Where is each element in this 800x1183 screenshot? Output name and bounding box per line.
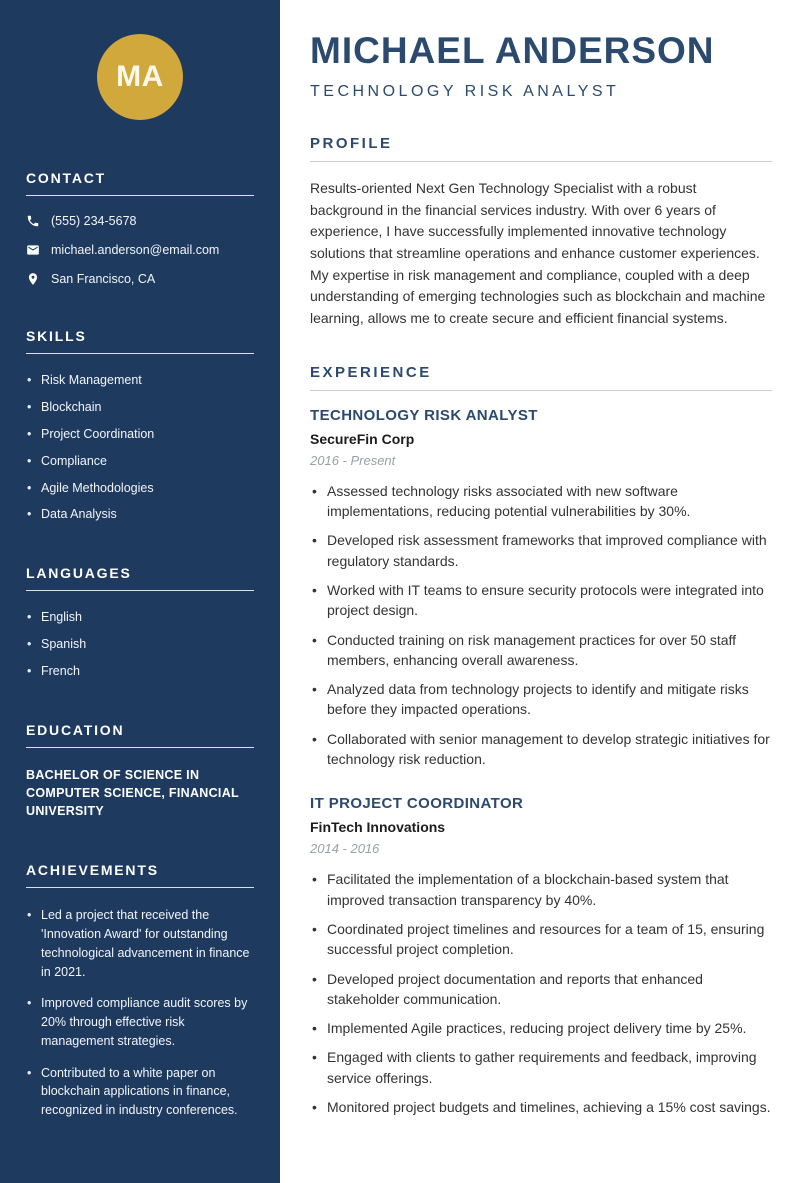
- resume-title: TECHNOLOGY RISK ANALYST: [310, 83, 620, 100]
- phone-icon: [26, 214, 40, 228]
- contact-item-phone: [26, 214, 254, 228]
- job-entry: [310, 407, 772, 770]
- achievements-heading: ACHIEVEMENTS: [26, 862, 254, 888]
- job-title: IT PROJECT COORDINATOR: [310, 795, 524, 813]
- job-bullet: • Collaborated with senior management to develop strategic initiatives for technology risk reduction.: [310, 729, 772, 770]
- job-dates: 2016 - Present: [310, 452, 396, 468]
- skill-item: • Risk Management: [26, 372, 254, 389]
- job-title: TECHNOLOGY RISK ANALYST: [310, 406, 538, 424]
- job-bullet: • Facilitated the implementation of a blockchain-based system that improved transaction transparency by 40%.: [310, 869, 772, 910]
- job-bullet: • Implemented Agile practices, reducing project delivery time by 25%.: [310, 1018, 772, 1038]
- experience-heading: EXPERIENCE: [310, 364, 772, 391]
- job-bullet-list: [310, 869, 772, 1117]
- skill-item: • Project Coordination: [26, 426, 254, 443]
- experience-section: [310, 364, 772, 1118]
- job-bullet: • Developed project documentation and reports that enhanced stakeholder communication.: [310, 969, 772, 1010]
- job-bullet: • Engaged with clients to gather requirements and feedback, improving service offerings.: [310, 1047, 772, 1088]
- skill-item: • Data Analysis: [26, 506, 254, 523]
- job-dates: 2014 - 2016: [310, 841, 380, 857]
- profile-section: [310, 135, 772, 330]
- name-heading: MICHAEL ANDERSON: [310, 30, 715, 71]
- skill-item: • Compliance: [26, 453, 254, 470]
- location-icon: [26, 272, 40, 286]
- language-item: • English: [26, 609, 254, 626]
- job-bullet: • Developed risk assessment frameworks that improved compliance with regulatory standards.: [310, 530, 772, 571]
- contact-heading: CONTACT: [26, 170, 254, 196]
- contact-section: [26, 170, 254, 286]
- job-bullet: • Coordinated project timelines and resources for a team of 15, ensuring successful project completion.: [310, 919, 772, 960]
- profile-text: Results-oriented Next Gen Technology Specialist with a robust background in the financial services industry. With over 6 years of experience, I have successfully implemented innovative technology solutions that streamline operations and enhance customer experiences. My expertise in risk management and compliance, coupled with a deep understanding of emerging technologies such as blockchain and machine learning, allows me to create secure and efficient financial systems.: [310, 180, 766, 327]
- achievement-item: • Improved compliance audit scores by 20% through effective risk management strategies.: [26, 994, 254, 1050]
- achievements-list: [26, 906, 254, 1120]
- contact-location-text: San Francisco, CA: [51, 272, 156, 286]
- skills-list: [26, 372, 254, 523]
- job-bullet: • Analyzed data from technology projects to identify and mitigate risks before they impacted operations.: [310, 679, 772, 720]
- avatar-initials: MA: [116, 60, 164, 93]
- job-bullet: • Conducted training on risk management practices for over 50 staff members, enhancing overall awareness.: [310, 630, 772, 671]
- job-bullet: • Assessed technology risks associated with new software implementations, reducing potential vulnerabilities by 30%.: [310, 481, 772, 522]
- job-bullet-list: [310, 481, 772, 770]
- languages-section: [26, 565, 254, 680]
- email-icon: [26, 243, 40, 257]
- skill-item: • Agile Methodologies: [26, 480, 254, 497]
- profile-heading: PROFILE: [310, 135, 772, 162]
- job-company: SecureFin Corp: [310, 430, 415, 447]
- job-entry: [310, 795, 772, 1117]
- contact-email-text: michael.anderson@email.com: [51, 243, 220, 257]
- job-bullet: • Worked with IT teams to ensure security protocols were integrated into project design.: [310, 580, 772, 621]
- education-section: [26, 722, 254, 820]
- language-item: • French: [26, 663, 254, 680]
- contact-item-email: [26, 243, 254, 257]
- avatar-wrap: [26, 34, 254, 120]
- language-item: • Spanish: [26, 636, 254, 653]
- main-content: [280, 0, 800, 1183]
- achievement-item: • Contributed to a white paper on blockchain applications in finance, recognized in industry conferences.: [26, 1064, 254, 1120]
- languages-list: [26, 609, 254, 680]
- contact-phone-text: (555) 234-5678: [51, 214, 137, 228]
- job-company: FinTech Innovations: [310, 819, 446, 836]
- education-degree: BACHELOR OF SCIENCE IN COMPUTER SCIENCE, FINANCIAL UNIVERSITY: [26, 767, 239, 819]
- achievement-item: • Led a project that received the 'Innovation Award' for outstanding technological advancement in finance in 2021.: [26, 906, 254, 981]
- languages-heading: LANGUAGES: [26, 565, 254, 591]
- achievements-section: [26, 862, 254, 1120]
- sidebar: [0, 0, 280, 1183]
- skill-item: • Blockchain: [26, 399, 254, 416]
- avatar: [97, 34, 183, 120]
- contact-list: [26, 214, 254, 286]
- contact-item-location: [26, 272, 254, 286]
- skills-section: [26, 328, 254, 523]
- skills-heading: SKILLS: [26, 328, 254, 354]
- job-bullet: • Monitored project budgets and timelines, achieving a 15% cost savings.: [310, 1097, 772, 1117]
- education-heading: EDUCATION: [26, 722, 254, 748]
